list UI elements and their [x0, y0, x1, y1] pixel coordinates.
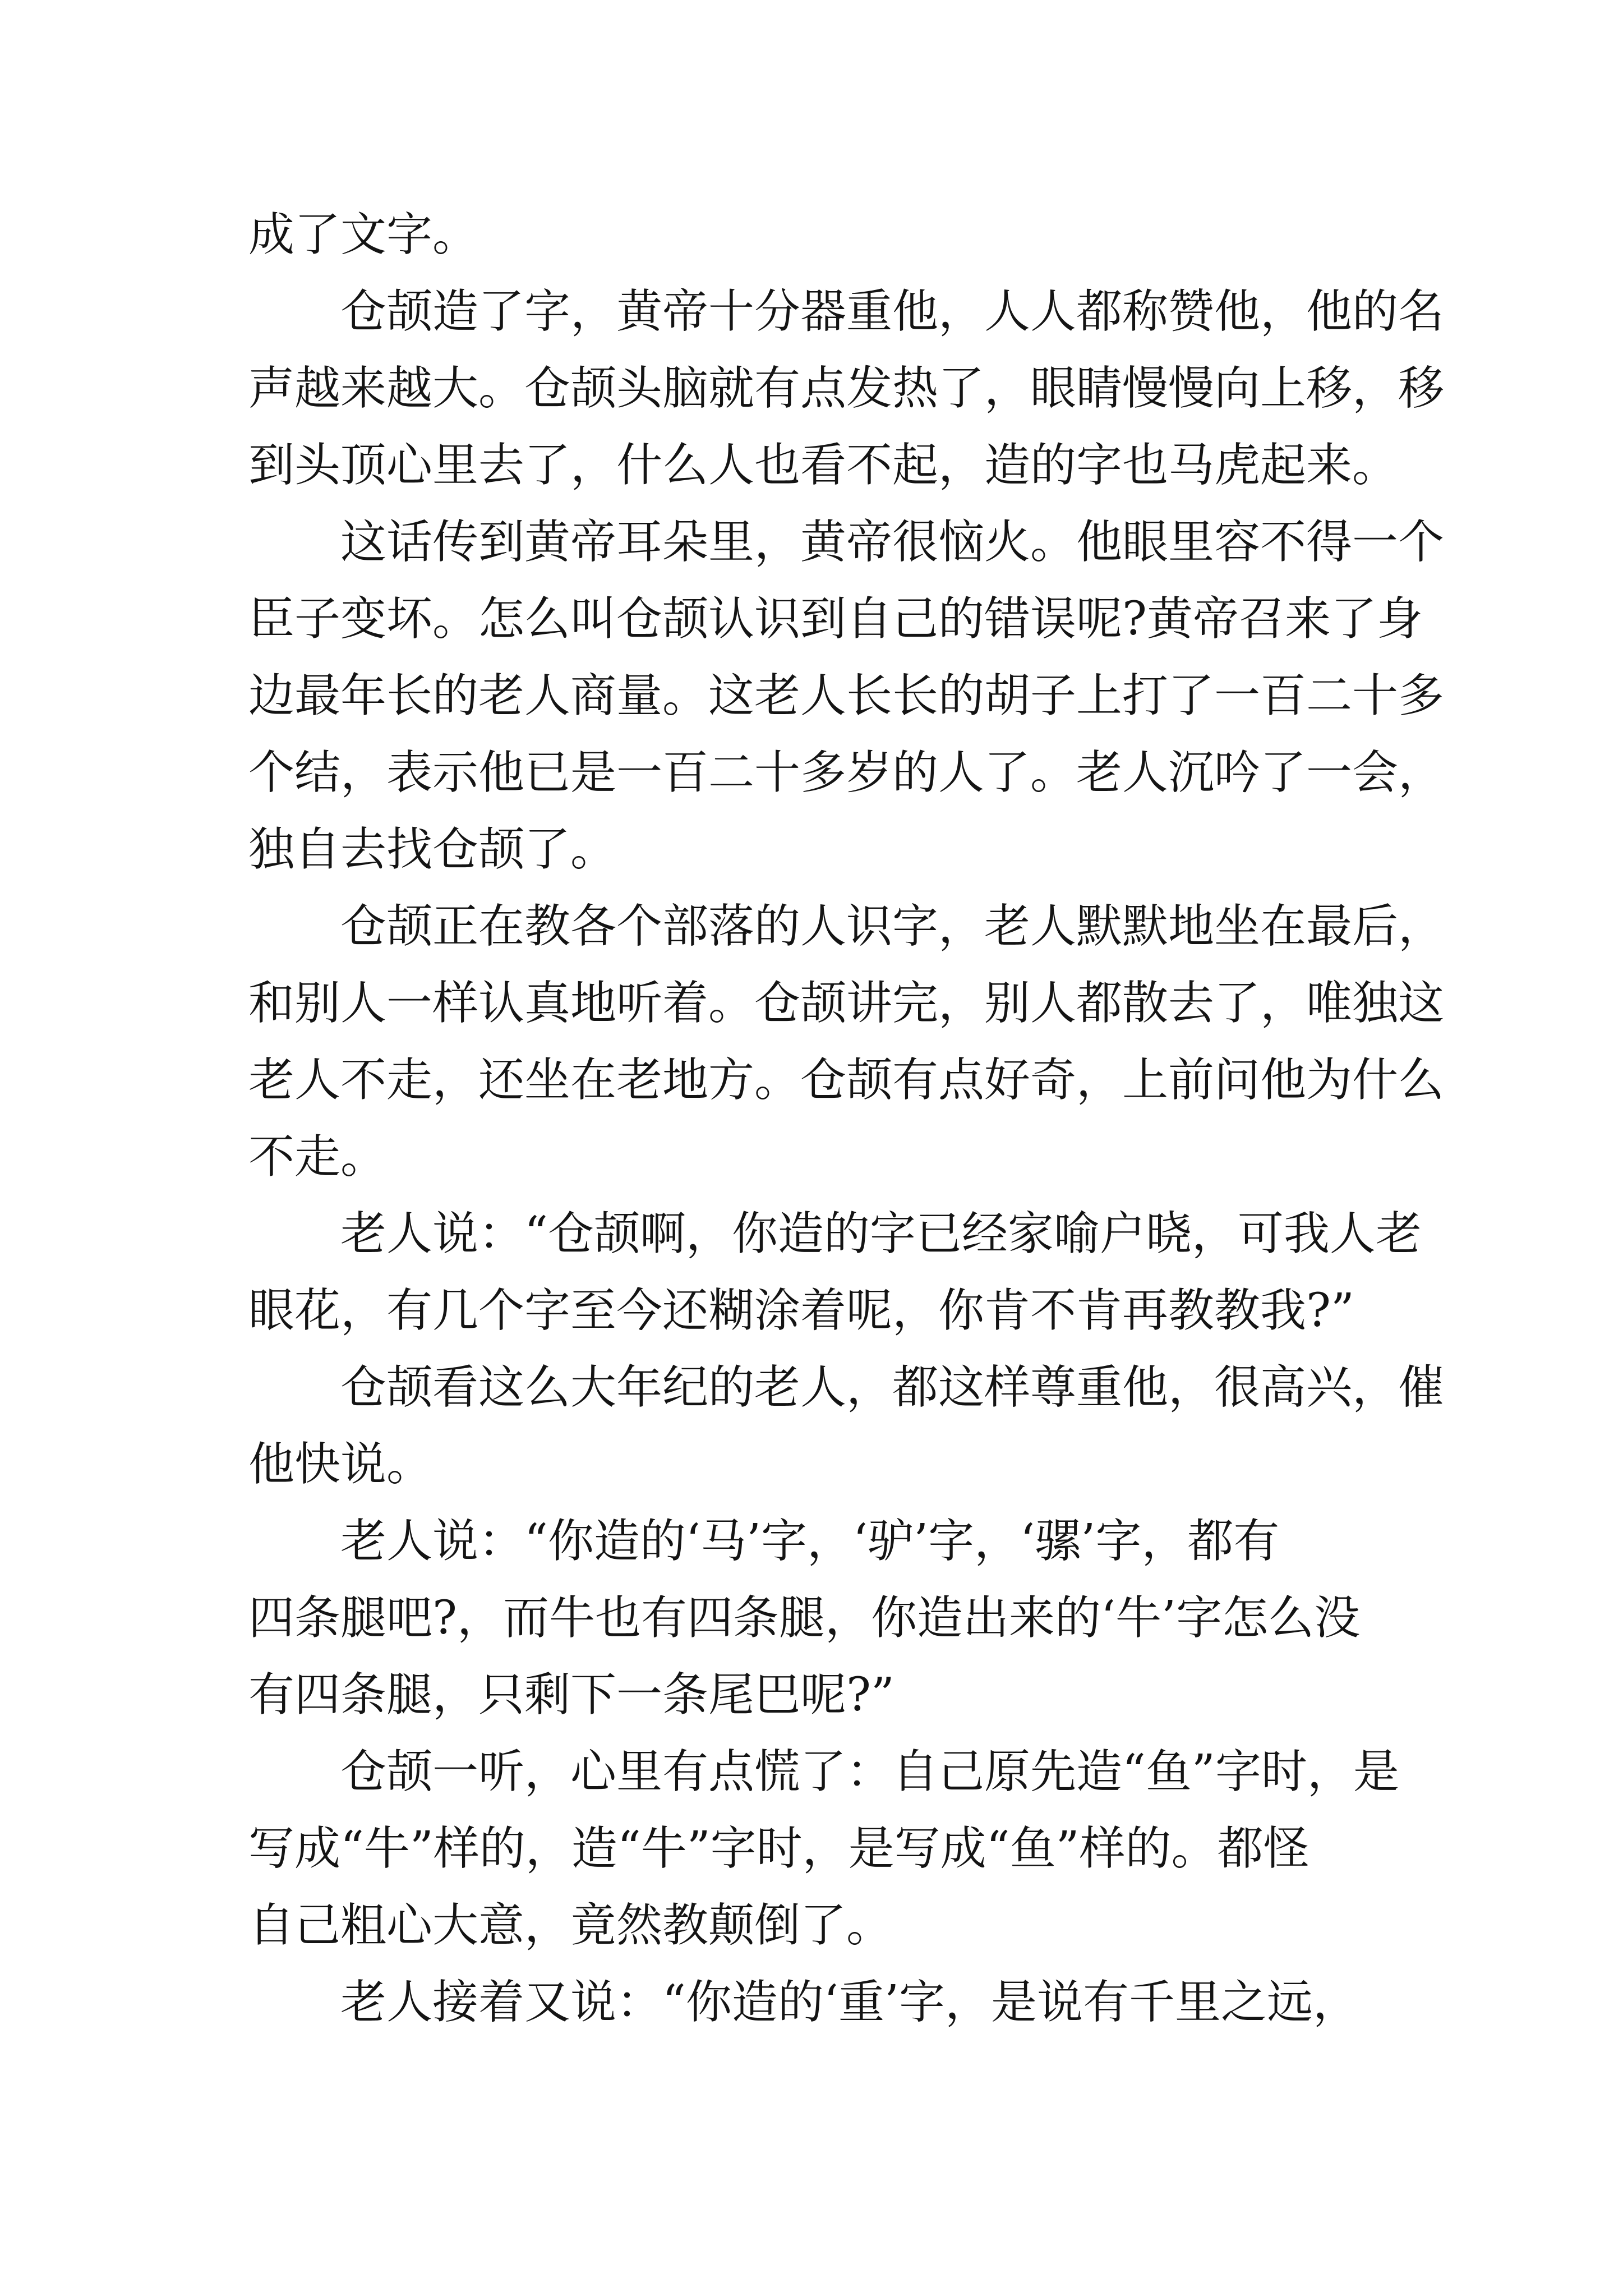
text-line-13: 不走。 [248, 1130, 387, 1184]
text-line-3: 声越来越大。仓颉头脑就有点发热了，眼睛慢慢向上移，移 [248, 362, 1445, 415]
text-line-15: 眼花，有几个字至今还糊涂着呢，你肯不肯再教教我?” [248, 1284, 1354, 1337]
text-line-21: 仓颉一听，心里有点慌了：自己原先造“鱼”字时，是 [340, 1745, 1399, 1798]
text-line-14: 老人说：“仓颉啊，你造的字已经家喻户晓，可我人老 [340, 1207, 1422, 1260]
text-line-4: 到头顶心里去了，什么人也看不起，造的字也马虎起来。 [248, 439, 1399, 492]
text-line-6: 臣子变坏。怎么叫仓颉认识到自己的错误呢?黄帝召来了身 [248, 592, 1423, 646]
text-line-11: 和别人一样认真地听着。仓颉讲完，别人都散去了，唯独这 [248, 977, 1445, 1030]
text-line-10: 仓颉正在教各个部落的人识字，老人默默地坐在最后， [340, 900, 1445, 953]
text-line-18: 老人说：“你造的‘马’字，‘驴’字，‘骡’字，都有 [340, 1515, 1280, 1568]
text-line-5: 这话传到黄帝耳朵里，黄帝很恼火。他眼里容不得一个 [340, 516, 1445, 569]
text-line-22: 写成“牛”样的，造“牛”字时，是写成“鱼”样的。都怪 [248, 1822, 1310, 1875]
text-line-24: 老人接着又说：“你造的‘重’字，是说有千里之远， [340, 1976, 1359, 2029]
text-line-16: 仓颉看这么大年纪的老人，都这样尊重他，很高兴，催 [340, 1361, 1445, 1414]
text-line-23: 自己粗心大意，竟然教颠倒了。 [248, 1899, 893, 1952]
text-line-17: 他快说。 [248, 1438, 433, 1491]
text-line-12: 老人不走，还坐在老地方。仓颉有点好奇，上前问他为什么 [248, 1053, 1445, 1107]
text-line-19: 四条腿吧?，而牛也有四条腿，你造出来的‘牛’字怎么没 [248, 1591, 1361, 1645]
text-line-1: 成了文字。 [248, 208, 479, 261]
text-line-7: 边最年长的老人商量。这老人长长的胡子上打了一百二十多 [248, 669, 1445, 723]
body-text [248, 196, 1445, 2041]
text-line-20: 有四条腿，只剩下一条尾巴呢?” [248, 1668, 895, 1722]
text-line-2: 仓颉造了字，黄帝十分器重他，人人都称赞他，他的名 [340, 285, 1445, 338]
text-line-9: 独自去找仓颉了。 [248, 823, 617, 876]
text-line-8: 个结，表示他已是一百二十多岁的人了。老人沉吟了一会， [248, 746, 1445, 799]
